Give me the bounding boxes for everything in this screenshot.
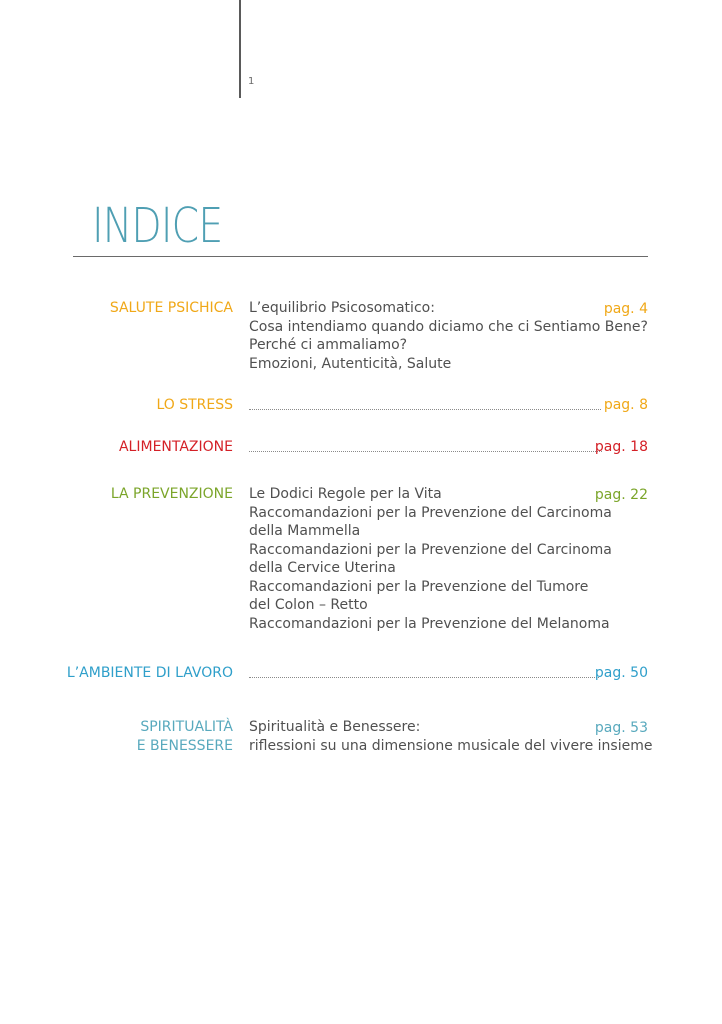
section-label-la-prevenzione[interactable]: LA PREVENZIONE <box>110 486 233 502</box>
page-number: 1 <box>248 76 255 87</box>
section-label-ambiente-di-lavoro[interactable]: L’AMBIENTE DI LAVORO <box>66 665 233 681</box>
toc-entry[interactable]: Perché ci ammaliamo? <box>249 337 408 353</box>
section-entries-la-prevenzione <box>249 485 648 633</box>
section-label-salute-psichica[interactable]: SALUTE PSICHICA <box>109 300 233 316</box>
toc-entry[interactable]: Raccomandazioni per la Prevenzione del Tumore <box>249 578 589 595</box>
section-label-lo-stress[interactable]: LO STRESS <box>156 397 233 413</box>
toc-entry[interactable]: del Colon – Retto <box>249 597 368 613</box>
page-ref-spiritualita[interactable]: pag. 53 <box>594 720 648 736</box>
page-ref-ambiente-di-lavoro[interactable]: pag. 50 <box>594 665 648 681</box>
page-ref-salute-psichica[interactable]: pag. 4 <box>603 301 648 317</box>
toc-entry[interactable]: Raccomandazioni per la Prevenzione del Carcinoma <box>249 504 612 521</box>
page-ref-la-prevenzione[interactable]: pag. 22 <box>594 487 648 503</box>
toc-entry[interactable]: riflessioni su una dimensione musicale del vivere insieme <box>249 737 653 754</box>
toc-entry[interactable]: Emozioni, Autenticità, Salute <box>249 355 452 372</box>
toc-entry[interactable]: Le Dodici Regole per la Vita <box>249 486 442 502</box>
page-title: INDICE <box>92 198 223 254</box>
section-label-spiritualita[interactable]: SPIRITUALITÀ <box>140 719 233 735</box>
section-entries-salute-psichica <box>249 299 648 373</box>
dot-leader <box>249 409 601 410</box>
page-ref-lo-stress[interactable]: pag. 8 <box>603 397 648 413</box>
title-divider <box>73 256 648 257</box>
header-vertical-rule <box>239 0 241 98</box>
page-ref-alimentazione[interactable]: pag. 18 <box>594 439 648 455</box>
toc-entry[interactable]: Spiritualità e Benessere: <box>249 719 421 735</box>
section-label-benessere[interactable]: E BENESSERE <box>136 738 233 754</box>
toc-entry[interactable]: Cosa intendiamo quando diciamo che ci Sentiamo Bene? <box>249 318 648 335</box>
toc-entry[interactable]: Raccomandazioni per la Prevenzione del Carcinoma <box>249 541 612 558</box>
dot-leader <box>249 451 602 452</box>
section-label-alimentazione[interactable]: ALIMENTAZIONE <box>118 439 233 455</box>
toc-entry[interactable]: L’equilibrio Psicosomatico: <box>249 300 435 316</box>
dot-leader <box>249 677 599 678</box>
toc-entry[interactable]: della Mammella <box>249 523 361 539</box>
toc-entry[interactable]: Raccomandazioni per la Prevenzione del Melanoma <box>249 615 610 632</box>
toc-entry[interactable]: della Cervice Uterina <box>249 560 396 576</box>
section-entries-spiritualita <box>249 718 653 755</box>
